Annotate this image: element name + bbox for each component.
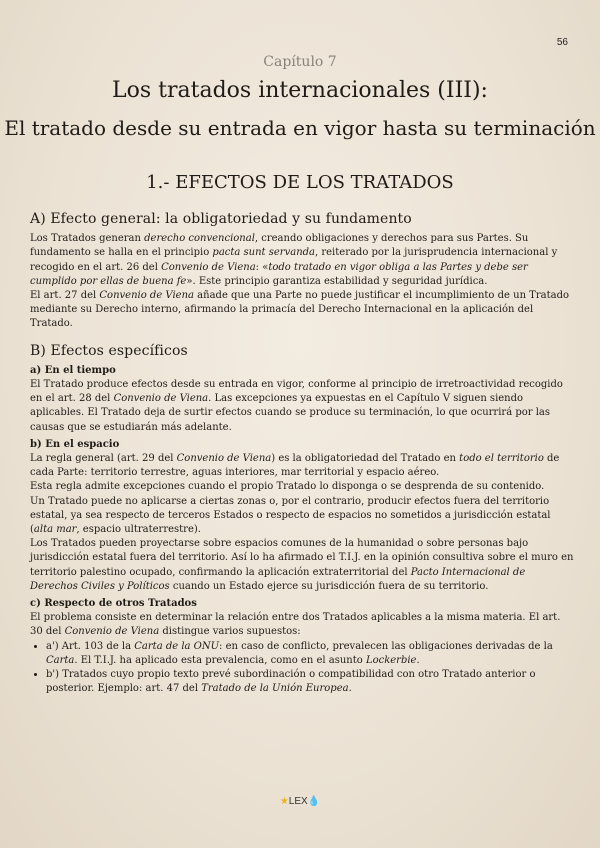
paragraph-a1: Los Tratados generan derecho convencional, creando obligaciones y derechos para sus Partes. Su fundamento se halla en el principio pacta sunt servanda, reiterado por la jurisprudencia internacional y recogido en el art. 26 del Convenio de Viena: «todo tratado en vigor obliga a las Partes y debe ser cumplido por ellas de buena fe». Este principio garantiza estabilidad y seguridad jurídica.	[30, 233, 558, 287]
chapter-label: Capítulo 7	[263, 54, 337, 70]
subheading-b: B) Efectos específicos	[30, 342, 188, 359]
chapter-title-line2: El tratado desde su entrada en vigor hasta su terminación	[4, 116, 596, 140]
paragraph-space-4: Los Tratados pueden proyectarse sobre espacios comunes de la humanidad o sobre personas bajo jurisdicción estatal fuera del territorio. Así lo ha afirmado el T.I.J. en la opinión consultiva sobre el muro en territorio palestino ocupado, confirmando la aplicación extraterritorial del Pacto Internacional de Derechos Civiles y Políticos cuando un Estado ejerce su jurisdicción fuera de su territorio.	[30, 538, 574, 592]
subsection-space-label: b) En el espacio	[30, 438, 120, 450]
list-item: • b') Tratados cuyo propio texto prevé subordinación o compatibilidad con otro Tratado anterior o posterior. Ejemplo: art. 47 del Tratado de la Unión Europea.	[46, 668, 576, 696]
bullet-list	[30, 640, 576, 697]
body-content	[30, 212, 576, 697]
star-icon: ★	[279, 796, 289, 807]
page-number: 56	[556, 37, 568, 48]
subsection-time-label: a) En el tiempo	[30, 364, 116, 376]
subsection-other-treaties-label: c) Respecto de otros Tratados	[30, 598, 197, 610]
section-title: 1.- EFECTOS DE LOS TRATADOS	[146, 172, 454, 193]
paragraph-time: El Tratado produce efectos desde su entrada en vigor, conforme al principio de irretroactividad recogido en el art. 28 del Convenio de Viena. Las excepciones ya expuestas en el Capítulo V siguen siendo aplicables. El Tratado deja de surtir efectos cuando se produce su terminación, lo que ocurrirá por las causas que se estudiarán más adelante.	[30, 379, 563, 433]
footer-logo	[0, 796, 600, 807]
paragraph-space-1: La regla general (art. 29 del Convenio de Viena) es la obligatoriedad del Tratado en todo el territorio de cada Parte: territorio terrestre, aguas interiores, mar territorial y espacio aéreo.	[30, 453, 560, 479]
chapter-title-line1: Los tratados internacionales (III):	[112, 78, 488, 103]
paragraph-a2: El art. 27 del Convenio de Viena añade que una Parte no puede justificar el incumplimiento de un Tratado mediante su Derecho interno, afirmando la primacía del Derecho Internacional en la aplicación del Tratado.	[30, 290, 569, 330]
paragraph-space-3: Un Tratado puede no aplicarse a ciertas zonas o, por el contrario, producir efectos fuera del territorio estatal, ya sea respecto de terceros Estados o respecto de espacios no sometidos a jurisdicción estatal (alta mar, espacio ultraterrestre).	[30, 495, 551, 536]
subheading-a: A) Efecto general: la obligatoriedad y su fundamento	[30, 211, 412, 227]
list-item: • a') Art. 103 de la Carta de la ONU: en caso de conflicto, prevalecen las obligaciones derivadas de la Carta. El T.I.J. ha aplicado esta prevalencia, como en el asunto Lockerbie.	[46, 640, 576, 668]
footer-brand-text: LEX	[288, 796, 308, 807]
drop-icon: 💧	[307, 796, 321, 807]
paragraph-other-treaties: El problema consiste en determinar la relación entre dos Tratados aplicables a la misma materia. El art. 30 del Convenio de Viena distingue varios supuestos:	[30, 612, 561, 638]
paragraph-space-2: Esta regla admite excepciones cuando el propio Tratado lo disponga o se desprenda de su contenido.	[30, 481, 545, 493]
